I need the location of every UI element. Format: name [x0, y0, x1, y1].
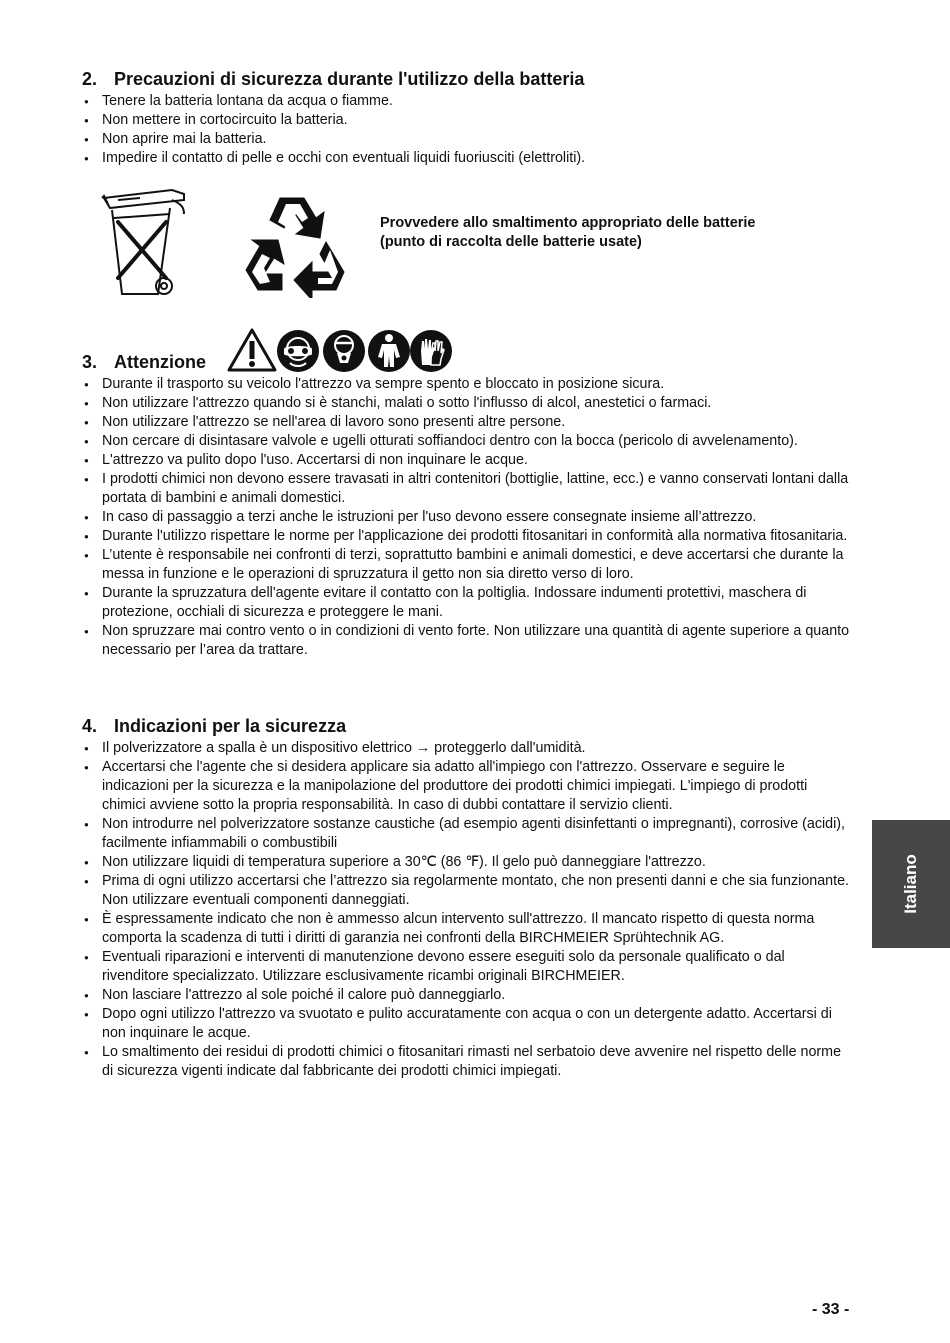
battery-disposal-note: [380, 214, 840, 252]
section-3-list: [82, 375, 852, 660]
list-item: ● Prima di ogni utilizzo accertarsi che l’attrezzo sia regolarmente montato, che non presenti danni e che sia funzionante. Non utilizzare eventuali componenti danneggiati.: [82, 872, 852, 910]
disposal-line-2: (punto di raccolta delle batterie usate): [380, 234, 642, 250]
crossed-out-wheelie-bin-icon: [100, 186, 192, 298]
list-item: ● Non utilizzare l'attrezzo quando si è stanchi, malati o sotto l'influsso di alcol, anestetici o farmaci.: [82, 394, 852, 413]
language-side-tab: [872, 820, 950, 948]
respirator-mask-icon: [322, 329, 366, 373]
list-item: ● Non utilizzare liquidi di temperatura superiore a 30℃ (86 ℉). Il gelo può danneggiare l'attrezzo.: [82, 853, 852, 872]
list-item: ● Durante l'utilizzo rispettare le norme per l'applicazione dei prodotti fitosanitari in conformità alla normativa fitosanitaria.: [82, 527, 852, 546]
section-3-number: 3.: [82, 352, 98, 372]
section-2-heading: [82, 69, 584, 90]
section-4-heading: [82, 716, 346, 737]
goggles-icon: [276, 329, 320, 373]
language-label: Italiano: [901, 854, 920, 914]
list-item: ● Non aprire mai la batteria.: [82, 130, 852, 149]
list-item: ● È espressamente indicato che non è ammesso alcun intervento sull'attrezzo. Il mancato rispetto di questa norma comporta la scadenza di tutti i diritti di garanzia nei confronti della BIRCHMEIER Sprühtechnik AG.: [82, 910, 852, 948]
list-item: ● Non spruzzare mai contro vento o in condizioni di vento forte. Non utilizzare una quantità di agente superiore a quanto necessario per l’area da trattare.: [82, 622, 852, 660]
section-4-list: [82, 739, 852, 1081]
section-2-list: [82, 92, 852, 168]
list-item: ● Durante la spruzzatura dell'agente evitare il contatto con la poltiglia. Indossare indumenti protettivi, maschera di protezione, occhiali di sicurezza e proteggere le mani.: [82, 584, 852, 622]
section-4-title: Indicazioni per la sicurezza: [114, 716, 347, 736]
list-item: ● Accertarsi che l'agente che si desidera applicare sia adatto all'impiego con l'attrezzo. Osservare e seguire le indicazioni per la sicurezza e la manipolazione del produttore dei prodotti chimici impiegati. L'impiego di prodotti chimici avviene sotto la propria responsabilità. In caso di dubbi contattare il servizio clienti.: [82, 758, 852, 815]
warning-triangle-icon: [226, 327, 278, 373]
list-item: ● Eventuali riparazioni e interventi di manutenzione devono essere eseguiti solo da personale qualificato o dal rivenditore specializzato. Utilizzare esclusivamente ricambi originali BIRCHMEIER.: [82, 948, 852, 986]
list-item: ● Non introdurre nel polverizzatore sostanze caustiche (ad esempio agenti disinfettanti o impregnanti), corrosive (acidi), facilmente infiammabili o combustibili: [82, 815, 852, 853]
disposal-line-1: Provvedere allo smaltimento appropriato delle batterie: [380, 215, 756, 231]
list-item: ● L’utente è responsabile nei confronti di terzi, soprattutto bambini e animali domestici, e deve accertarsi che durante la messa in funzione e le operazioni di spruzzatura il getto non sia diretto verso di loro.: [82, 546, 852, 584]
protective-suit-icon: [367, 329, 411, 373]
list-item: ● Tenere la batteria lontana da acqua o fiamme.: [82, 92, 852, 111]
list-item: ● I prodotti chimici non devono essere travasati in altri contenitori (bottiglie, lattine, ecc.) e vanno conservati lontani dalla portata di bambini e animali domestici.: [82, 470, 852, 508]
section-4-number: 4.: [82, 716, 98, 736]
list-item: ● L'attrezzo va pulito dopo l'uso. Accertarsi di non inquinare le acque.: [82, 451, 852, 470]
page-number: - 33 -: [812, 1301, 850, 1318]
section-2-title: Precauzioni di sicurezza durante l'utilizzo della batteria: [114, 69, 585, 89]
recycling-arrows-icon: [240, 192, 350, 298]
list-item: ● Durante il trasporto su veicolo l'attrezzo va sempre spento e bloccato in posizione sicura.: [82, 375, 852, 394]
section-2-number: 2.: [82, 69, 98, 89]
list-item: ● Non cercare di disintasare valvole e ugelli otturati soffiandoci dentro con la bocca (pericolo di avvelenamento).: [82, 432, 852, 451]
list-item: ● Non utilizzare l'attrezzo se nell'area di lavoro sono presenti altre persone.: [82, 413, 852, 432]
list-item: ● Dopo ogni utilizzo l'attrezzo va svuotato e pulito accuratamente con acqua o con un detergente adatto. Accertarsi di non inquinare le acque.: [82, 1005, 852, 1043]
section-3-heading: [82, 352, 206, 373]
list-item: ● Lo smaltimento dei residui di prodotti chimici o fitosanitari rimasti nel serbatoio deve avvenire nel rispetto delle norme di sicurezza vigenti indicate dal fabbricante dei prodotti chimici impiegati.: [82, 1043, 852, 1081]
list-item: ● Impedire il contatto di pelle e occhi con eventuali liquidi fuoriusciti (elettroliti).: [82, 149, 852, 168]
list-item: ● In caso di passaggio a terzi anche le istruzioni per l'uso devono essere consegnate insieme all’attrezzo.: [82, 508, 852, 527]
section-3-title: Attenzione: [114, 352, 206, 372]
list-item: ● Non lasciare l'attrezzo al sole poiché il calore può danneggiarlo.: [82, 986, 852, 1005]
list-item: ● Non mettere in cortocircuito la batteria.: [82, 111, 852, 130]
list-item: ● Il polverizzatore a spalla è un dispositivo elettrico → proteggerlo dall'umidità.: [82, 739, 852, 758]
gloves-icon: [409, 329, 453, 373]
